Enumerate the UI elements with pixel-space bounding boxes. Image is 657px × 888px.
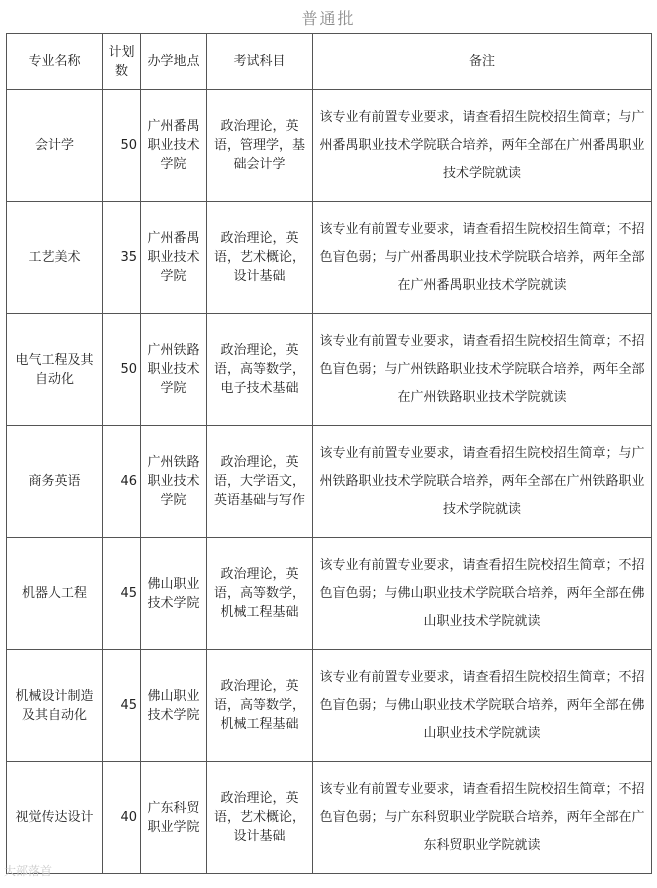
notes-cell: 该专业有前置专业要求，请查看招生院校招生简章；不招色盲色弱；与广州番禺职业技术学院联合培养，两年全部在广州番禺职业技术学院就读 — [313, 202, 652, 314]
notes-cell: 该专业有前置专业要求，请查看招生院校招生简章；不招色盲色弱；与佛山职业技术学院联合培养，两年全部在佛山职业技术学院就读 — [313, 650, 652, 762]
plan-cell: 50 — [103, 90, 141, 202]
table-row — [7, 426, 652, 538]
table-header-row — [7, 34, 652, 90]
table-row — [7, 762, 652, 874]
site-cell: 广州铁路职业技术学院 — [141, 314, 207, 426]
plan-cell: 50 — [103, 314, 141, 426]
exam-cell: 政治理论，英语，艺术概论，设计基础 — [207, 202, 313, 314]
exam-cell: 政治理论，英语，艺术概论，设计基础 — [207, 762, 313, 874]
table-row — [7, 90, 652, 202]
header-plan: 计划数 — [103, 34, 141, 90]
notes-cell: 该专业有前置专业要求，请查看招生院校招生简章；与广州铁路职业技术学院联合培养，两年全部在广州铁路职业技术学院就读 — [313, 426, 652, 538]
header-notes: 备注 — [313, 34, 652, 90]
header-exam: 考试科目 — [207, 34, 313, 90]
plan-cell: 45 — [103, 538, 141, 650]
site-cell: 广东科贸职业学院 — [141, 762, 207, 874]
site-cell: 广州铁路职业技术学院 — [141, 426, 207, 538]
site-cell: 佛山职业技术学院 — [141, 538, 207, 650]
table-row — [7, 650, 652, 762]
plan-cell: 35 — [103, 202, 141, 314]
major-cell: 视觉传达设计 — [7, 762, 103, 874]
exam-cell: 政治理论，英语，高等数学，机械工程基础 — [207, 650, 313, 762]
notes-cell: 该专业有前置专业要求，请查看招生院校招生简章；不招色盲色弱；与广东科贸职业学院联合培养，两年全部在广东科贸职业学院就读 — [313, 762, 652, 874]
major-cell: 机械设计制造及其自动化 — [7, 650, 103, 762]
notes-cell: 该专业有前置专业要求，请查看招生院校招生简章；不招色盲色弱；与广州铁路职业技术学院联合培养，两年全部在广州铁路职业技术学院就读 — [313, 314, 652, 426]
exam-cell: 政治理论，英语，管理学，基础会计学 — [207, 90, 313, 202]
page-title: 普通批 — [301, 9, 356, 28]
table-row — [7, 314, 652, 426]
table-row — [7, 538, 652, 650]
exam-cell: 政治理论，英语，高等数学，机械工程基础 — [207, 538, 313, 650]
notes-cell: 该专业有前置专业要求，请查看招生院校招生简章；不招色盲色弱；与佛山职业技术学院联合培养，两年全部在佛山职业技术学院就读 — [313, 538, 652, 650]
major-cell: 电气工程及其自动化 — [7, 314, 103, 426]
exam-cell: 政治理论，英语，高等数学，电子技术基础 — [207, 314, 313, 426]
major-cell: 机器人工程 — [7, 538, 103, 650]
major-cell: 会计学 — [7, 90, 103, 202]
plan-cell: 45 — [103, 650, 141, 762]
notes-cell: 该专业有前置专业要求，请查看招生院校招生简章；与广州番禺职业技术学院联合培养，两年全部在广州番禺职业技术学院就读 — [313, 90, 652, 202]
admissions-table — [6, 33, 652, 874]
header-site: 办学地点 — [141, 34, 207, 90]
watermark: 大部落首 — [4, 864, 53, 878]
site-cell: 佛山职业技术学院 — [141, 650, 207, 762]
major-cell: 商务英语 — [7, 426, 103, 538]
header-major: 专业名称 — [7, 34, 103, 90]
plan-cell: 46 — [103, 426, 141, 538]
table-row — [7, 202, 652, 314]
site-cell: 广州番禺职业技术学院 — [141, 202, 207, 314]
exam-cell: 政治理论，英语，大学语文，英语基础与写作 — [207, 426, 313, 538]
site-cell: 广州番禺职业技术学院 — [141, 90, 207, 202]
major-cell: 工艺美术 — [7, 202, 103, 314]
plan-cell: 40 — [103, 762, 141, 874]
